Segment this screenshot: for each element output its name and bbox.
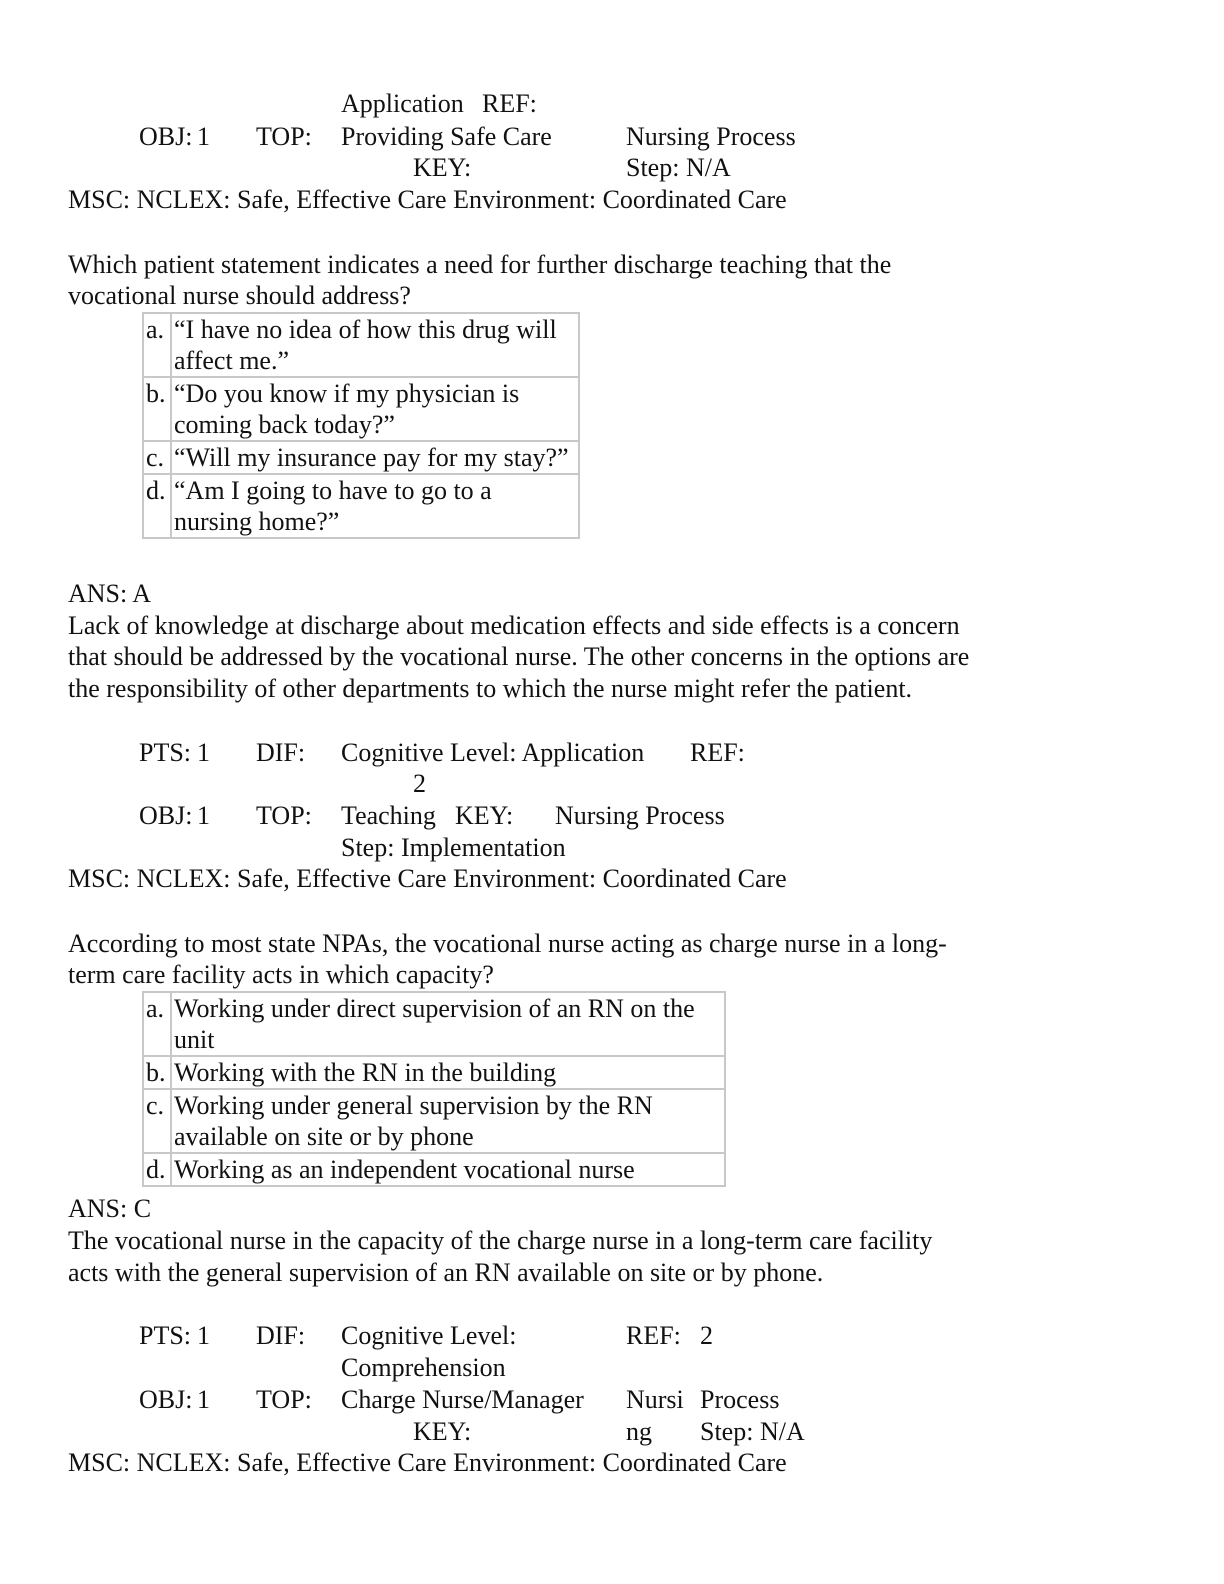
option-text: Working as an independent vocational nurse — [171, 1153, 725, 1186]
rationale-text: Lack of knowledge at discharge about medication effects and side effects is a concern — [68, 611, 960, 640]
question-stem: term care facility acts in which capacity? — [68, 960, 494, 989]
option-text: Working with the RN in the building — [171, 1056, 725, 1089]
obj-value: 1 — [197, 1385, 210, 1414]
ref-label: REF: — [690, 738, 745, 767]
question-stem: vocational nurse should address? — [68, 281, 411, 310]
rationale-text: acts with the general supervision of an RN available on site or by phone. — [68, 1258, 824, 1287]
key-value-part: Process — [700, 1385, 780, 1414]
top-label: TOP: — [256, 801, 312, 830]
obj-label: OBJ: — [139, 801, 193, 830]
ref-label: REF: — [482, 89, 537, 118]
key-value-part: ng — [626, 1417, 652, 1446]
option-row — [143, 313, 579, 377]
dif-value-line2: Application — [341, 89, 464, 118]
answer-line: ANS: A — [68, 579, 152, 608]
option-row — [143, 992, 725, 1056]
key-value-part: Step: N/A — [700, 1417, 805, 1446]
msc-line: MSC: NCLEX: Safe, Effective Care Environment: Coordinated Care — [68, 185, 787, 214]
obj-value: 1 — [197, 801, 210, 830]
pts-label: PTS: — [139, 1321, 192, 1350]
key-value-part: Nursi — [626, 1385, 684, 1414]
ref-value: 2 — [700, 1321, 713, 1350]
option-letter: a. — [143, 992, 171, 1056]
option-row — [143, 441, 579, 474]
option-letter: c. — [143, 1089, 171, 1153]
option-text: “I have no idea of how this drug will affect me.” — [171, 313, 579, 377]
top-value: Charge Nurse/Manager — [341, 1385, 584, 1414]
dif-value: Cognitive Level: Application — [341, 738, 645, 767]
option-letter: c. — [143, 441, 171, 474]
option-text: Working under general supervision by the RN available on site or by phone — [171, 1089, 725, 1153]
msc-line: MSC: NCLEX: Safe, Effective Care Environment: Coordinated Care — [68, 1448, 787, 1477]
rationale-text: that should be addressed by the vocational nurse. The other concerns in the options are — [68, 642, 970, 671]
rationale-text: the responsibility of other departments to which the nurse might refer the patient. — [68, 674, 913, 703]
option-text: “Am I going to have to go to a nursing home?” — [171, 474, 579, 538]
obj-label: OBJ: — [139, 1385, 193, 1414]
key-value-line1: Nursing Process — [626, 122, 796, 151]
option-letter: a. — [143, 313, 171, 377]
obj-value: 1 — [197, 122, 210, 151]
dif-value-line1: Cognitive Level: — [341, 1321, 517, 1350]
option-letter: b. — [143, 1056, 171, 1089]
option-row — [143, 474, 579, 538]
pts-label: PTS: — [139, 738, 192, 767]
option-row — [143, 377, 579, 441]
pts-value: 1 — [197, 1321, 210, 1350]
key-value-line1: Nursing Process — [555, 801, 725, 830]
option-letter: d. — [143, 1153, 171, 1186]
top-label: TOP: — [256, 1385, 312, 1414]
key-label: KEY: — [413, 153, 472, 182]
top-value: Providing Safe Care — [341, 122, 552, 151]
option-letter: b. — [143, 377, 171, 441]
option-text: “Do you know if my physician is coming back today?” — [171, 377, 579, 441]
rationale-text: The vocational nurse in the capacity of the charge nurse in a long-term care facility — [68, 1226, 933, 1255]
question-stem: Which patient statement indicates a need for further discharge teaching that the — [68, 250, 892, 279]
pts-value: 1 — [197, 738, 210, 767]
option-row — [143, 1153, 725, 1186]
key-value-line2: Step: N/A — [626, 153, 731, 182]
key-value-line2: Step: Implementation — [341, 833, 566, 862]
options-table — [142, 312, 580, 539]
option-text: “Will my insurance pay for my stay?” — [171, 441, 579, 474]
option-row — [143, 1056, 725, 1089]
option-row — [143, 1089, 725, 1153]
option-letter: d. — [143, 474, 171, 538]
dif-label: DIF: — [256, 738, 306, 767]
msc-line: MSC: NCLEX: Safe, Effective Care Environment: Coordinated Care — [68, 864, 787, 893]
question-stem: According to most state NPAs, the vocational nurse acting as charge nurse in a long- — [68, 929, 947, 958]
obj-label: OBJ: — [139, 122, 193, 151]
answer-line: ANS: C — [68, 1194, 152, 1223]
key-label: KEY: — [455, 801, 514, 830]
top-label: TOP: — [256, 122, 312, 151]
dif-label: DIF: — [256, 1321, 306, 1350]
ref-value: 2 — [413, 769, 426, 798]
dif-value-line2: Comprehension — [341, 1353, 506, 1382]
options-table — [142, 991, 726, 1187]
option-text: Working under direct supervision of an RN on the unit — [171, 992, 725, 1056]
top-value: Teaching — [341, 801, 436, 830]
key-label: KEY: — [413, 1417, 472, 1446]
ref-label: REF: — [626, 1321, 681, 1350]
